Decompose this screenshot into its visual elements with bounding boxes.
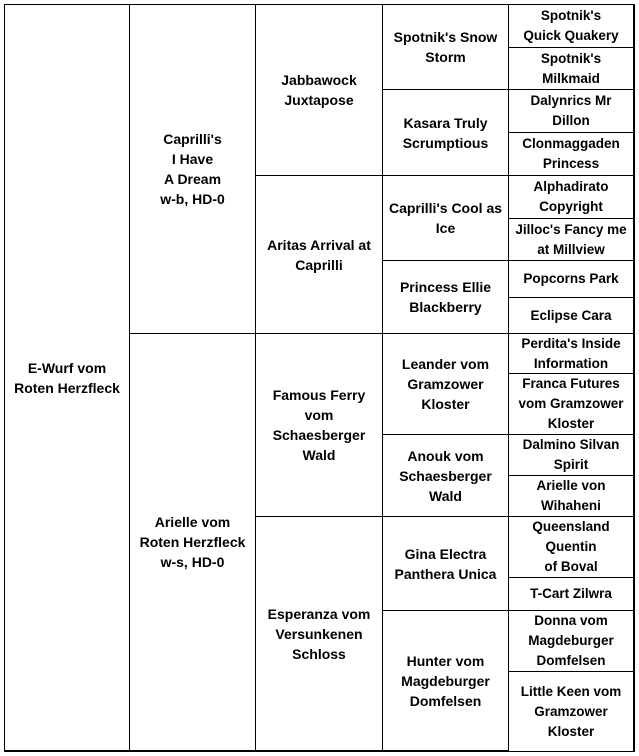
- great-grandparent-cell: Kasara Truly Scrumptious: [383, 90, 509, 176]
- great-great-grandparent-cell: Dalmino Silvan Spirit: [509, 435, 634, 476]
- great-grandparent-cell: Hunter vom Magdeburger Domfelsen: [383, 611, 509, 751]
- great-grandparent-cell: Gina Electra Panthera Unica: [383, 517, 509, 611]
- great-great-grandparent-cell: Spotnik's Quick Quakery: [509, 5, 634, 48]
- grandparent-sire-sire-cell: Jabbawock Juxtapose: [256, 5, 383, 176]
- great-great-grandparent-cell: Alphadirato Copyright: [509, 176, 634, 219]
- great-great-grandparent-cell: Little Keen vom Gramzower Kloster: [509, 672, 634, 751]
- great-great-grandparent-cell: Franca Futures vom Gramzower Kloster: [509, 374, 634, 435]
- great-grandparent-cell: Spotnik's Snow Storm: [383, 5, 509, 90]
- great-great-grandparent-cell: Dalynrics Mr Dillon: [509, 90, 634, 133]
- great-great-grandparent-cell: Jilloc's Fancy me at Millview: [509, 219, 634, 261]
- grandparent-dam-dam-cell: Esperanza vom Versunkenen Schloss: [256, 517, 383, 751]
- great-grandparent-cell: Caprilli's Cool as Ice: [383, 176, 509, 261]
- pedigree-table: [4, 4, 635, 752]
- great-great-grandparent-cell: Queensland Quentin of Boval: [509, 517, 634, 578]
- grandparent-dam-sire-cell: Famous Ferry vom Schaesberger Wald: [256, 334, 383, 517]
- great-great-grandparent-cell: Perdita's Inside Information: [509, 334, 634, 374]
- great-grandparent-cell: Anouk vom Schaesberger Wald: [383, 435, 509, 517]
- parent-sire-cell: Caprilli's I Have A Dream w-b, HD-0: [130, 5, 256, 334]
- great-great-grandparent-cell: Eclipse Cara: [509, 298, 634, 334]
- great-great-grandparent-cell: Donna vom Magdeburger Domfelsen: [509, 611, 634, 672]
- great-great-grandparent-cell: Spotnik's Milkmaid: [509, 48, 634, 90]
- great-grandparent-cell: Princess Ellie Blackberry: [383, 261, 509, 334]
- great-great-grandparent-cell: Clonmaggaden Princess: [509, 133, 634, 176]
- great-great-grandparent-cell: Popcorns Park: [509, 261, 634, 298]
- parent-dam-cell: Arielle vom Roten Herzfleck w-s, HD-0: [130, 334, 256, 751]
- grandparent-sire-dam-cell: Aritas Arrival at Caprilli: [256, 176, 383, 334]
- great-great-grandparent-cell: T-Cart Zilwra: [509, 578, 634, 611]
- great-grandparent-cell: Leander vom Gramzower Kloster: [383, 334, 509, 435]
- subject-cell: E-Wurf vom Roten Herzfleck: [5, 5, 130, 751]
- great-great-grandparent-cell: Arielle von Wihaheni: [509, 476, 634, 517]
